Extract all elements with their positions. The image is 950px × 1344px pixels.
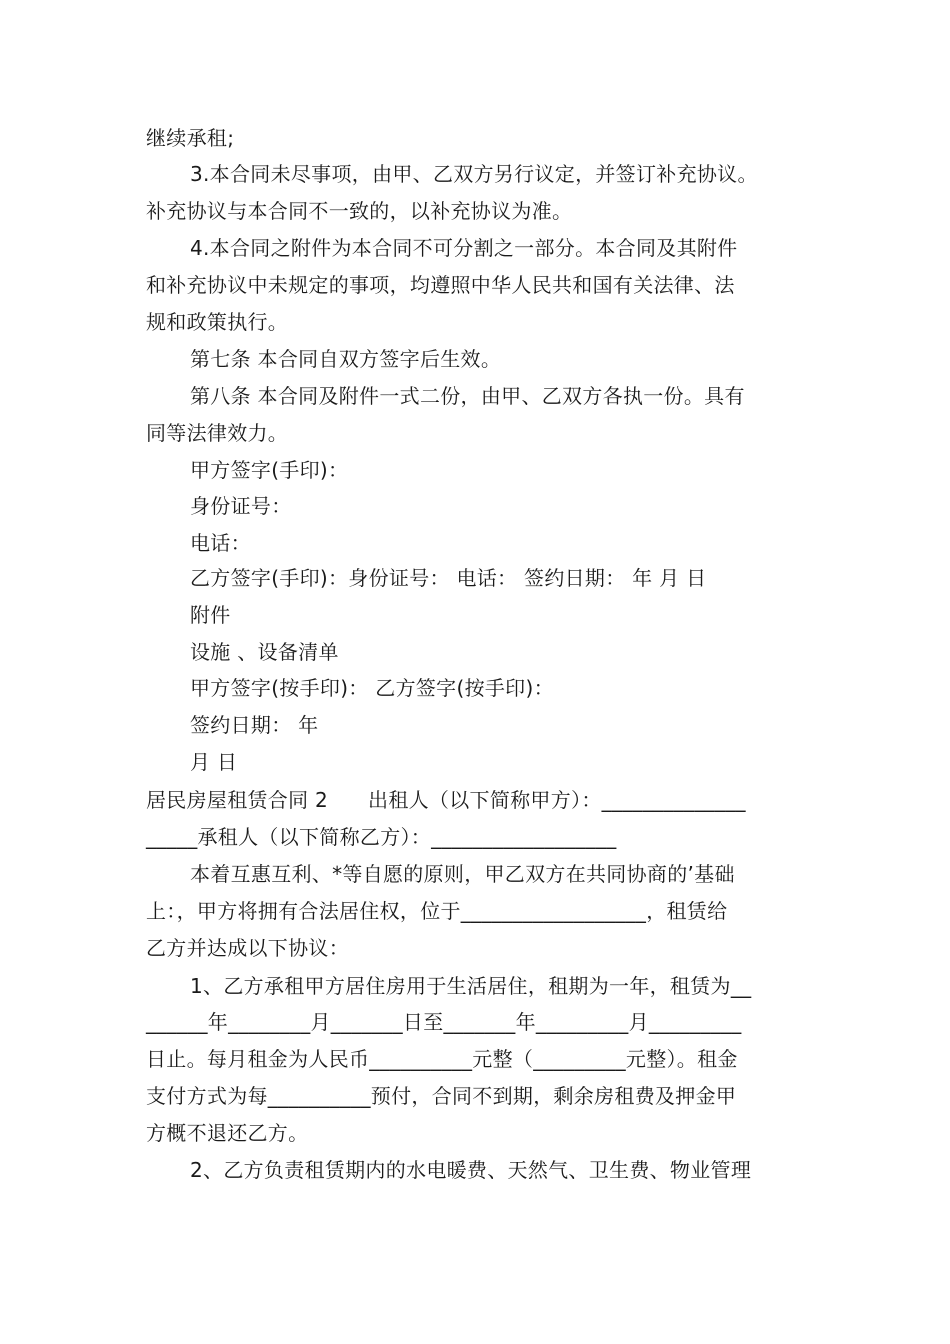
text-line: ______年________月_______日至_______年_________月_________ [146, 1010, 742, 1034]
text-line: 电话： [190, 531, 251, 555]
text-line: 设施 、设备清单 [190, 640, 339, 664]
text-line: 甲方签字(按手印)： 乙方签字(按手印)： [190, 676, 554, 700]
text-line: 日止。每月租金为人民币__________元整（_________元整）。租金 [146, 1047, 738, 1071]
text-line: _____承租人（以下简称乙方）：__________________ [146, 825, 617, 849]
text-line: 乙方并达成以下协议： [146, 936, 349, 960]
text-line: 月 日 [190, 750, 238, 774]
text-line: 4.本合同之附件为本合同不可分割之一部分。本合同及其附件 [190, 236, 738, 260]
text-line: 附件 [190, 603, 231, 627]
text-line: 第八条 本合同及附件一式二份，由甲、乙双方各执一份。具有 [190, 384, 745, 408]
text-line: 乙方签字(手印)：身份证号： 电话： 签约日期： 年 月 日 [190, 566, 707, 590]
text-line: 方概不退还乙方。 [146, 1121, 309, 1145]
text-line: 支付方式为每__________预付，合同不到期，剩余房租费及押金甲 [146, 1084, 737, 1108]
text-line: 同等法律效力。 [146, 421, 289, 445]
text-line: 第七条 本合同自双方签字后生效。 [190, 347, 502, 371]
text-line: 补充协议与本合同不一致的，以补充协议为准。 [146, 199, 573, 223]
text-line: 1、乙方承租甲方居住房用于生活居住，租期为一年，租赁为__ [190, 974, 752, 998]
text-line: 签约日期： 年 [190, 713, 319, 737]
text-line: 继续承租; [146, 126, 235, 150]
text-line: 甲方签字(手印)： [190, 458, 349, 482]
text-line: 身份证号： [190, 494, 292, 518]
text-line: 居民房屋租赁合同 2 出租人（以下简称甲方）：______________ [146, 788, 746, 812]
text-line: 2、乙方负责租赁期内的水电暖费、天然气、卫生费、物业管理 [190, 1158, 752, 1182]
text-line: 上：，甲方将拥有合法居住权，位于__________________，租赁给 [146, 899, 728, 923]
text-line: 3.本合同未尽事项，由甲、乙双方另行议定，并签订补充协议。 [190, 162, 758, 186]
text-line: 本着互惠互利、*等自愿的原则，甲乙双方在共同协商的’基础 [190, 862, 735, 886]
text-line: 规和政策执行。 [146, 310, 289, 334]
text-line: 和补充协议中未规定的事项，均遵照中华人民共和国有关法律、法 [146, 273, 735, 297]
